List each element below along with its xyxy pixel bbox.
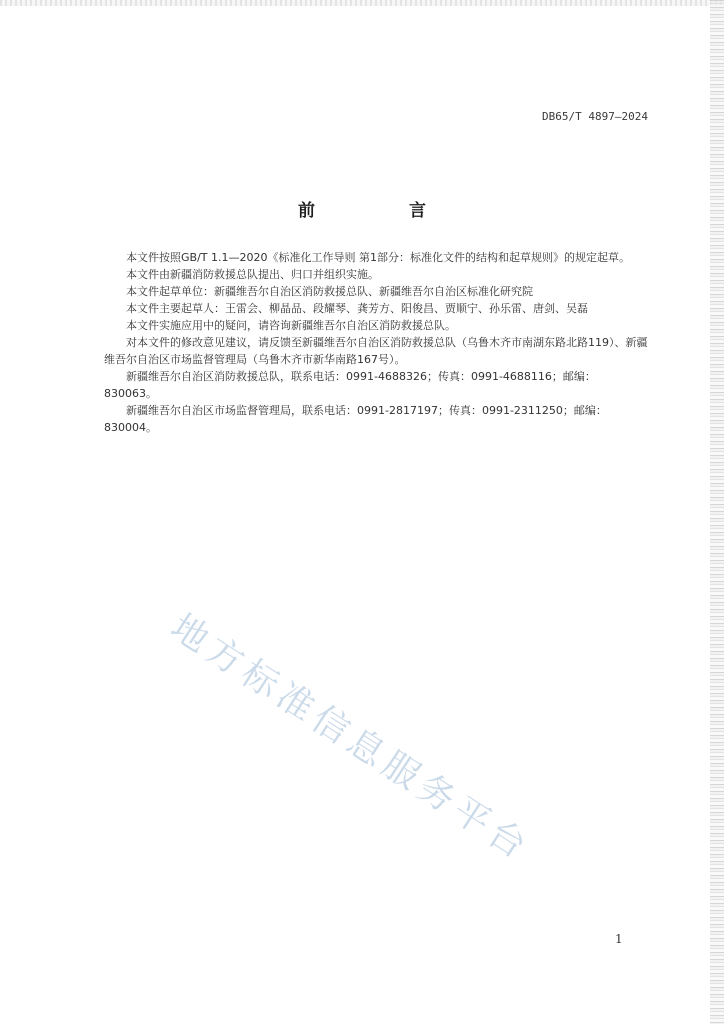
scan-edge-right [710,0,724,1024]
paragraph-drafters: 本文件主要起草人：王雷会、柳晶品、段耀琴、龚芳方、阳俊昌、贾顺宁、孙乐雷、唐剑、吴磊 [126,302,588,315]
page-title: 前 言 [298,201,470,221]
paragraph-contact-market-supervision: 新疆维吾尔自治区市场监督管理局，联系电话：0991-2817197；传真：0991-2311250；邮编：830004。 [104,404,607,434]
scan-edge-top [0,0,724,6]
paragraph-drafting-units: 本文件起草单位：新疆维吾尔自治区消防救援总队、新疆维吾尔自治区标准化研究院 [126,285,533,298]
paragraph-contact-fire-rescue: 新疆维吾尔自治区消防救援总队，联系电话：0991-4688326；传真：0991-4688116；邮编：830063。 [104,370,596,400]
page-number: 1 [615,932,623,946]
paragraph-drafting-rules: 本文件按照GB/T 1.1—2020《标准化工作导则 第1部分：标准化文件的结构和起草规则》的规定起草。 [126,251,630,264]
foreword-body [104,249,648,436]
watermark-text: 地方标准信息服务平台 [163,606,538,870]
standard-number: DB65/T 4897—2024 [542,110,648,123]
paragraph-inquiries: 本文件实施应用中的疑问，请咨询新疆维吾尔自治区消防救援总队。 [126,319,456,332]
paragraph-feedback: 对本文件的修改意见建议，请反馈至新疆维吾尔自治区消防救援总队（乌鲁木齐市南湖东路北路119）、新疆维吾尔自治区市场监督管理局（乌鲁木齐市新华南路167号）。 [104,336,648,366]
paragraph-proposer: 本文件由新疆消防救援总队提出、归口并组织实施。 [126,268,379,281]
